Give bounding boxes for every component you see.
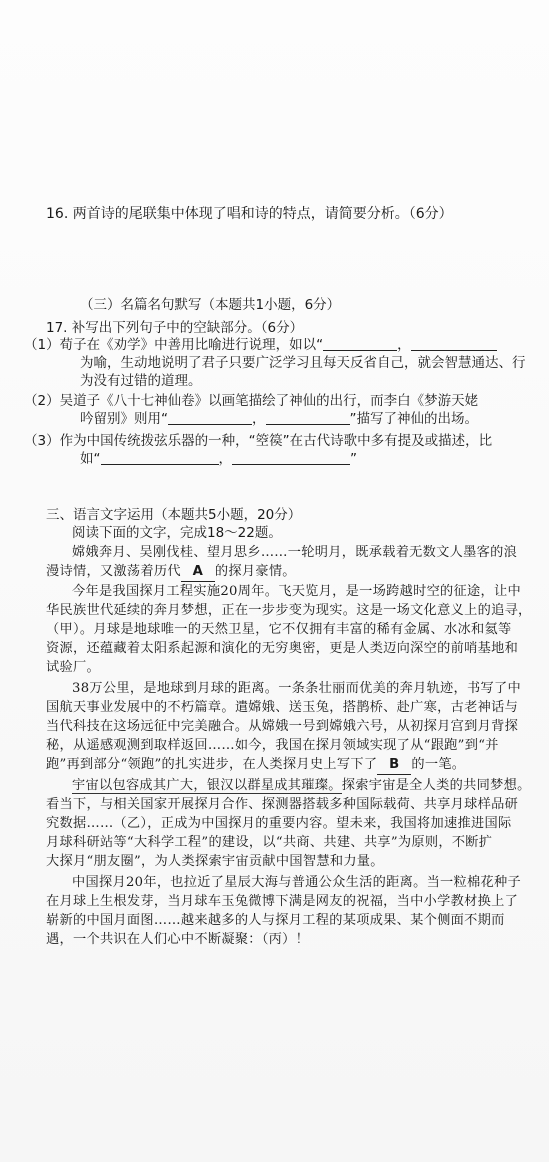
blank-B[interactable]: B bbox=[377, 756, 411, 775]
q17-item2-text-b: ， bbox=[252, 411, 266, 427]
q17-item1-blank2[interactable] bbox=[411, 336, 497, 351]
q17-item2-text-a: 吟留别》则用“ bbox=[80, 411, 168, 427]
question-16: 16. 两首诗的尾联集中体现了唱和诗的特点，请简要分析。（6分） bbox=[46, 206, 453, 222]
p3-line1: 38万公里，是地球到月球的距离。一条条壮丽而优美的奔月轨迹，书写了中 bbox=[72, 681, 521, 696]
q17-item1-line1 bbox=[24, 336, 497, 354]
q17-item3-line2 bbox=[80, 450, 357, 468]
p5-line1: 中国探月20年，也拉近了星辰大海与普通公众生活的距离。当一粒棉花种子 bbox=[72, 875, 521, 890]
q17-item1-text-b: ， bbox=[397, 337, 411, 353]
q17-item3-line1: （3）作为中国传统拨弦乐器的一种，“箜篌”在古代诗歌中多有提及或描述，比 bbox=[24, 433, 493, 449]
passage-intro: 阅读下面的文字，完成18～22题。 bbox=[72, 525, 282, 541]
p1-line2 bbox=[46, 563, 296, 582]
p3-line3: 当代科技在这场远征中完美融合。从嫦娥一号到嫦娥六号，从初探月宫到月背探 bbox=[46, 719, 519, 734]
q17-item2-line2 bbox=[80, 410, 478, 428]
p4-line1-rest: 探索宇宙是全人类的共同梦想。 bbox=[341, 778, 531, 793]
q17-item3-blank2[interactable] bbox=[232, 450, 350, 465]
p3-line4: 秘，从遥感观测到取样返回……如今，我国在探月领域实现了从“跟跑”到“并 bbox=[46, 738, 499, 753]
section-heading-dictation: （三）名篇名句默写（本题共1小题，6分） bbox=[80, 297, 341, 313]
q17-item1-line3: 为没有过错的道理。 bbox=[80, 373, 202, 389]
p1-tail: 的探月豪情。 bbox=[214, 564, 296, 579]
q17-item3-text-a: 如“ bbox=[80, 451, 101, 467]
p4-line4: 月球科研站等“大科学工程”的建设，以“共商、共建、共享”为原则，不断扩 bbox=[46, 835, 493, 850]
p2-line5: 试验厂。 bbox=[46, 660, 100, 675]
q17-item3-blank1[interactable] bbox=[101, 450, 219, 465]
p3-line5 bbox=[46, 756, 465, 775]
p2-line2: 华民族世代延续的奔月梦想，正在一步步变为现实。这是一场文化意义上的追寻， bbox=[46, 603, 532, 618]
q17-item2-blank1[interactable] bbox=[168, 410, 252, 425]
p4-line5: 大探月“朋友圈”，为人类探索宇宙贡献中国智慧和力量。 bbox=[46, 854, 384, 869]
p4-line3: 究数据……（乙），正成为中国探月的重要内容。望未来，我国将加速推进国际 bbox=[46, 816, 512, 831]
q17-item1-line2: 为喻，生动地说明了君子只要广泛学习且每天反省自己，就会智慧通达、行 bbox=[80, 355, 526, 371]
q17-item3-text-b: ， bbox=[218, 451, 232, 467]
p3-line2: 国航天事业发展中的不朽篇章。遣嫦娥、送玉兔，搭鹊桥、赴广寒，古老神话与 bbox=[46, 700, 519, 715]
q17-item1-blank1[interactable] bbox=[323, 336, 397, 351]
p3-text: 跑”再到部分“领跑”的扎实进步，在人类探月史上写下了 bbox=[46, 757, 378, 772]
p2-line1: 今年是我国探月工程实施20周年。飞天览月，是一场跨越时空的征途，让中 bbox=[72, 584, 521, 599]
p4-line2: 看当下，与相关国家开展探月合作、探测器搭载多种国际载荷、共享月球样品研 bbox=[46, 797, 519, 812]
q17-item1-text-a: （1）荀子在《劝学》中善用比喻进行说理，如以“ bbox=[24, 337, 324, 353]
p5-line2: 在月球上生根发芽，当月球车玉兔微博下满是网友的祝福，当中小学教材换上了 bbox=[46, 894, 519, 909]
p5-line3: 崭新的中国月面图……越来越多的人与探月工程的某项成果、某个侧面不期而 bbox=[46, 913, 505, 928]
p1-text: 漫诗情，又激荡着历代 bbox=[46, 564, 181, 579]
p4-line1 bbox=[72, 777, 531, 795]
p3-tail: 的一笔。 bbox=[411, 757, 466, 772]
question-17-stem: 17. 补写出下列句子中的空缺部分。（6分） bbox=[46, 320, 304, 336]
p2-line4: 资源，还蕴藏着太阳系起源和演化的无穷奥密，更是人类迈向深空的前哨基地和 bbox=[46, 641, 519, 656]
p5-line4: 遇，一个共识在人们心中不断凝聚：（丙）！ bbox=[46, 932, 310, 947]
q17-item2-line1: （2）吴道子《八十七神仙卷》以画笔描绘了神仙的出行，而李白《梦游天姥 bbox=[24, 393, 479, 409]
p4-underlined-sentence: 宇宙以包容成其广大，银汉以群星成其璀璨。 bbox=[72, 778, 342, 793]
section-heading-language: 三、语言文字运用（本题共5小题，20分） bbox=[46, 507, 302, 523]
q17-item3-text-c: ” bbox=[350, 451, 357, 467]
p1-line1: 嫦娥奔月、吴刚伐桂、望月思乡……一轮明月，既承载着无数文人墨客的浪 bbox=[72, 545, 518, 560]
blank-A[interactable]: A bbox=[181, 563, 215, 582]
q17-item2-text-c: ”描写了神仙的出场。 bbox=[349, 411, 478, 427]
p2-line3: （甲）。月球是地球唯一的天然卫星，它不仅拥有丰富的稀有金属、水冰和氦等 bbox=[46, 622, 512, 637]
q17-item2-blank2[interactable] bbox=[266, 410, 350, 425]
